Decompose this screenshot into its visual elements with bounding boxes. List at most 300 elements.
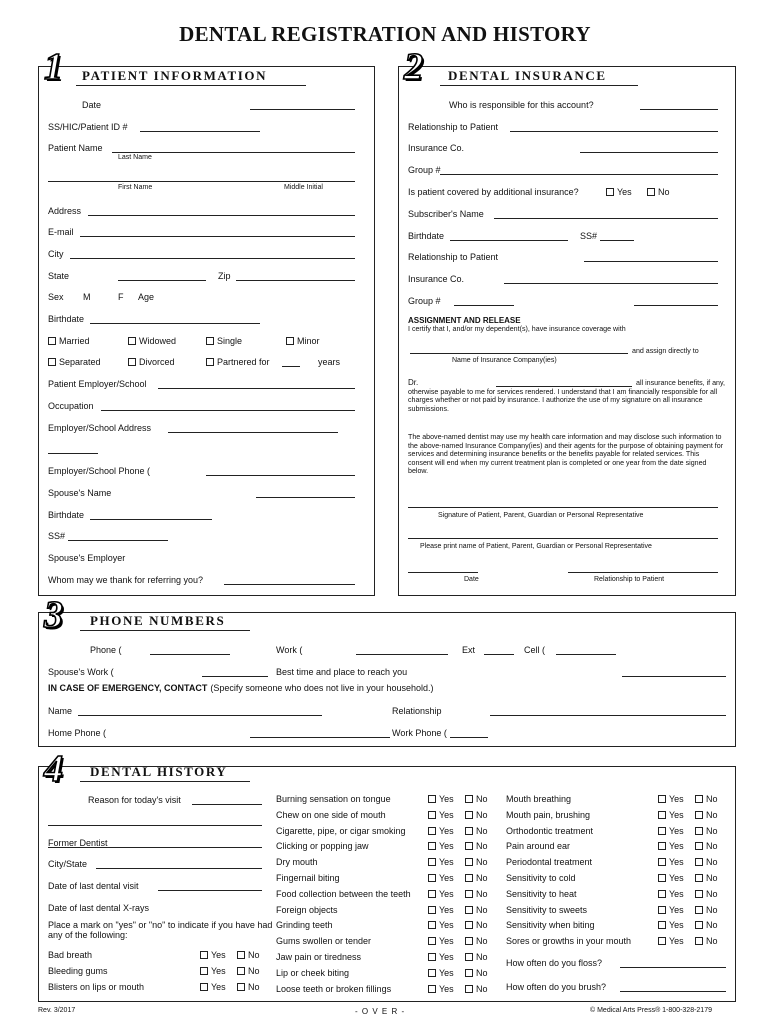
employer-label: Patient Employer/School xyxy=(48,379,147,389)
history-right-item-9-no-checkbox[interactable] xyxy=(695,937,703,945)
history-middle-item-8-yes-label: Yes xyxy=(439,920,454,931)
phone-numbers-section xyxy=(38,612,736,747)
history-right-item-7: Sensitivity to sweets xyxy=(506,904,588,915)
history-right-item-5-no-checkbox[interactable] xyxy=(695,874,703,882)
sex-m-label: M xyxy=(83,292,91,302)
history-right-item-1: Mouth pain, brushing xyxy=(506,809,591,820)
history-middle-item-3-no-label: No xyxy=(476,841,488,852)
spouse-birthdate-field[interactable] xyxy=(90,519,212,520)
reason-field[interactable] xyxy=(192,804,262,805)
history-right-item-5-yes-label: Yes xyxy=(669,873,684,883)
sex-label: Sex xyxy=(48,292,64,302)
ext-label: Ext xyxy=(462,645,476,655)
history-left-item-1-no-checkbox[interactable] xyxy=(237,967,245,975)
history-right-item-0-no-option[interactable] xyxy=(695,794,718,805)
history-middle-item-8-no-option[interactable] xyxy=(465,920,488,931)
history-right-item-7-yes-checkbox[interactable] xyxy=(658,906,666,914)
history-middle-item-0: Burning sensation on tongue xyxy=(276,794,391,804)
history-right-item-6-no-checkbox[interactable] xyxy=(695,890,703,898)
divorced-checkbox[interactable] xyxy=(128,358,136,366)
history-right-item-0-yes-option[interactable] xyxy=(658,794,684,805)
minor-checkbox[interactable] xyxy=(286,337,294,345)
history-right-item-8-no-label: No xyxy=(706,920,718,931)
history-instructions: Place a mark on "yes" or "no" to indicate if you have had any of the following: xyxy=(48,920,273,940)
dental-history-title: DENTAL HISTORY xyxy=(90,764,228,779)
additional-insurance-no-option[interactable] xyxy=(647,187,670,198)
history-middle-item-12-no-option[interactable] xyxy=(465,984,488,995)
last-name-field[interactable] xyxy=(112,152,355,153)
group2-field-b[interactable] xyxy=(634,305,718,306)
history-middle-item-7-no-label: No xyxy=(476,904,488,915)
phone-field[interactable] xyxy=(150,654,230,655)
history-middle-item-5-yes-option[interactable] xyxy=(428,873,454,884)
divorced-label: Divorced xyxy=(139,357,175,367)
history-middle-item-3-yes-checkbox[interactable] xyxy=(428,842,436,850)
responsible-field[interactable] xyxy=(640,109,718,110)
history-right-item-3-no-label: No xyxy=(706,841,718,852)
history-middle-item-0-no-label: No xyxy=(476,794,488,804)
history-right-item-9-no-label: No xyxy=(706,936,718,947)
history-middle-item-2-no-label: No xyxy=(476,825,488,836)
history-right-item-1-yes-option[interactable] xyxy=(658,810,684,821)
history-right-item-2: Orthodontic treatment xyxy=(506,825,594,836)
history-middle-item-7-no-option[interactable] xyxy=(465,905,488,916)
history-right-item-1-no-option[interactable] xyxy=(695,810,718,821)
history-middle-item-9: Gums swollen or tender xyxy=(276,936,372,947)
history-middle-item-3-no-checkbox[interactable] xyxy=(465,842,473,850)
divorced-option[interactable] xyxy=(128,357,175,368)
history-middle-item-9-yes-checkbox[interactable] xyxy=(428,937,436,945)
history-left-item-2-no-option[interactable] xyxy=(237,982,260,993)
history-middle-item-7-yes-option[interactable] xyxy=(428,905,454,916)
history-right-item-5-yes-option[interactable] xyxy=(658,873,684,884)
emergency-relationship-label: Relationship xyxy=(392,706,442,716)
home-phone-field[interactable] xyxy=(250,737,390,738)
group2-label: Group # xyxy=(408,296,441,306)
print-name-field[interactable] xyxy=(408,538,718,539)
last-visit-field[interactable] xyxy=(158,890,262,891)
history-right-item-0-no-checkbox[interactable] xyxy=(695,795,703,803)
history-right-item-3-no-checkbox[interactable] xyxy=(695,842,703,850)
history-right-item-8-no-option[interactable] xyxy=(695,920,718,931)
history-middle-item-7-yes-label: Yes xyxy=(439,904,454,915)
phone-label: Phone ( xyxy=(90,645,122,655)
history-right-item-3-yes-label: Yes xyxy=(669,841,684,852)
history-right-item-1-no-checkbox[interactable] xyxy=(695,811,703,819)
history-left-item-2-yes-label: Yes xyxy=(211,982,226,992)
single-label: Single xyxy=(217,336,243,346)
middle-initial-caption: Middle Initial xyxy=(284,184,323,191)
zip-field[interactable] xyxy=(236,280,355,281)
company2-label: Insurance Co. xyxy=(408,274,465,284)
history-right-item-4-no-checkbox[interactable] xyxy=(695,858,703,866)
patient-name-label: Patient Name xyxy=(48,143,103,153)
history-left-item-2-no-label: No xyxy=(248,982,260,992)
history-middle-item-12: Loose teeth or broken fillings xyxy=(276,983,392,994)
responsible-label: Who is responsible for this account? xyxy=(449,100,594,110)
history-middle-item-0-yes-option[interactable] xyxy=(428,794,454,805)
history-middle-item-4-no-checkbox[interactable] xyxy=(465,858,473,866)
history-middle-item-9-no-option[interactable] xyxy=(465,936,488,947)
phone-numbers-title: PHONE NUMBERS xyxy=(90,613,226,628)
history-right-item-6-no-option[interactable] xyxy=(695,889,718,900)
relationship1-label: Relationship to Patient xyxy=(408,122,499,132)
history-middle-item-11-yes-option[interactable] xyxy=(428,968,454,979)
separated-option[interactable] xyxy=(48,357,101,368)
occupation-field[interactable] xyxy=(101,410,355,411)
history-middle-item-6-no-option[interactable] xyxy=(465,889,488,900)
signature-date-field[interactable] xyxy=(408,572,478,573)
widowed-label: Widowed xyxy=(139,336,177,346)
date-field[interactable] xyxy=(250,109,355,110)
history-middle-item-11-yes-checkbox[interactable] xyxy=(428,969,436,977)
history-middle-item-4-no-label: No xyxy=(476,857,488,868)
history-right-item-7-no-checkbox[interactable] xyxy=(695,906,703,914)
history-middle-item-9-no-checkbox[interactable] xyxy=(465,937,473,945)
work-phone-field[interactable] xyxy=(450,737,488,738)
occupation-label: Occupation xyxy=(48,401,94,411)
brush-field[interactable] xyxy=(620,991,726,992)
history-right-item-5-yes-checkbox[interactable] xyxy=(658,874,666,882)
birthdate-field[interactable] xyxy=(90,323,260,324)
history-right-item-6-yes-checkbox[interactable] xyxy=(658,890,666,898)
widowed-option[interactable] xyxy=(128,336,176,347)
emergency-relationship-field[interactable] xyxy=(490,715,726,716)
history-middle-item-3-yes-option[interactable] xyxy=(428,841,454,852)
separated-label: Separated xyxy=(59,357,101,367)
history-left-item-0-no-option[interactable] xyxy=(237,950,260,961)
history-middle-item-1-no-checkbox[interactable] xyxy=(465,811,473,819)
history-left-item-1-yes-checkbox[interactable] xyxy=(200,967,208,975)
assign-directly-label: and assign directly to xyxy=(632,347,699,355)
last-xrays-label: Date of last dental X-rays xyxy=(48,903,150,913)
spouse-ssn-label: SS# xyxy=(48,531,66,541)
group2-field-a[interactable] xyxy=(454,305,514,306)
history-middle-item-3-yes-label: Yes xyxy=(439,841,454,852)
history-right-item-2-yes-option[interactable] xyxy=(658,826,684,837)
history-middle-item-6-yes-option[interactable] xyxy=(428,889,454,900)
history-middle-item-2-yes-label: Yes xyxy=(439,825,454,836)
cell-field[interactable] xyxy=(556,654,616,655)
history-right-item-4-no-label: No xyxy=(706,857,718,868)
first-name-caption: First Name xyxy=(118,184,153,191)
single-option[interactable] xyxy=(206,336,242,347)
employer-field[interactable] xyxy=(158,388,355,389)
history-middle-item-10-no-option[interactable] xyxy=(465,952,488,963)
additional-insurance-yes-checkbox[interactable] xyxy=(606,188,614,196)
group1-field[interactable] xyxy=(440,174,718,175)
history-right-item-8: Sensitivity when biting xyxy=(506,920,595,931)
history-middle-item-4-no-option[interactable] xyxy=(465,857,488,868)
history-right-item-5: Sensitivity to cold xyxy=(506,873,576,883)
company1-field[interactable] xyxy=(580,152,718,153)
history-middle-item-10-no-checkbox[interactable] xyxy=(465,953,473,961)
married-option[interactable] xyxy=(48,336,90,347)
email-label: E-mail xyxy=(48,227,74,237)
history-middle-item-6-yes-checkbox[interactable] xyxy=(428,890,436,898)
history-middle-item-8-no-label: No xyxy=(476,920,488,931)
former-dentist-label: Former Dentist xyxy=(48,838,108,848)
spouse-birthdate-label: Birthdate xyxy=(48,510,85,520)
history-middle-item-6-yes-label: Yes xyxy=(439,888,454,899)
spouse-name-field[interactable] xyxy=(256,497,355,498)
history-middle-item-11-no-checkbox[interactable] xyxy=(465,969,473,977)
emergency-instructions-label: (Specify someone who does not live in your household.) xyxy=(210,683,434,693)
history-right-item-7-yes-option[interactable] xyxy=(658,905,684,916)
widowed-checkbox[interactable] xyxy=(128,337,136,345)
history-right-item-1-no-label: No xyxy=(706,809,718,820)
history-right-item-4-yes-checkbox[interactable] xyxy=(658,858,666,866)
best-time-label: Best time and place to reach you xyxy=(276,667,408,677)
history-right-item-2-yes-checkbox[interactable] xyxy=(658,827,666,835)
history-left-item-2-no-checkbox[interactable] xyxy=(237,983,245,991)
spouse-name-label: Spouse's Name xyxy=(48,488,112,498)
spouse-ssn-field[interactable] xyxy=(68,540,168,541)
employer-address-label: Employer/School Address xyxy=(48,423,152,433)
history-middle-item-6-no-checkbox[interactable] xyxy=(465,890,473,898)
history-middle-item-9-yes-option[interactable] xyxy=(428,936,454,947)
history-left-item-2-yes-option[interactable] xyxy=(200,982,226,993)
history-middle-item-1: Chew on one side of mouth xyxy=(276,809,386,820)
history-middle-item-10-yes-checkbox[interactable] xyxy=(428,953,436,961)
relationship2-label: Relationship to Patient xyxy=(408,252,499,262)
history-middle-item-0-yes-checkbox[interactable] xyxy=(428,795,436,803)
history-right-item-2-no-checkbox[interactable] xyxy=(695,827,703,835)
section-number-3: 3 xyxy=(44,594,63,636)
history-middle-item-1-yes-option[interactable] xyxy=(428,810,454,821)
work-label: Work ( xyxy=(276,645,303,655)
history-middle-item-8-yes-option[interactable] xyxy=(428,920,454,931)
address-field[interactable] xyxy=(88,215,355,216)
partnered-label: Partnered for xyxy=(217,357,270,367)
history-right-item-3-yes-checkbox[interactable] xyxy=(658,842,666,850)
history-right-item-4-no-option[interactable] xyxy=(695,857,718,868)
history-left-item-1-yes-option[interactable] xyxy=(200,966,226,977)
employer-address-field-2[interactable] xyxy=(48,453,98,454)
spouse-work-field[interactable] xyxy=(202,676,268,677)
history-middle-item-10-yes-label: Yes xyxy=(439,952,454,962)
history-right-item-3-no-option[interactable] xyxy=(695,841,718,852)
history-left-item-2: Blisters on lips or mouth xyxy=(48,982,145,992)
history-middle-item-1-yes-checkbox[interactable] xyxy=(428,811,436,819)
minor-option[interactable] xyxy=(286,336,320,347)
insurance-birthdate-field[interactable] xyxy=(450,240,568,241)
history-middle-item-3-no-option[interactable] xyxy=(465,841,488,852)
employer-phone-label: Employer/School Phone ( xyxy=(48,466,151,476)
history-right-item-3-yes-option[interactable] xyxy=(658,841,684,852)
additional-insurance-no-label: No xyxy=(658,187,670,197)
history-left-item-1-no-label: No xyxy=(248,966,260,976)
age-label: Age xyxy=(138,292,155,302)
history-right-item-9-yes-option[interactable] xyxy=(658,936,684,947)
city-field[interactable] xyxy=(70,258,355,259)
history-middle-item-4-yes-label: Yes xyxy=(439,857,454,868)
ext-field[interactable] xyxy=(484,654,514,655)
separated-checkbox[interactable] xyxy=(48,358,56,366)
married-checkbox[interactable] xyxy=(48,337,56,345)
spouse-employer-label: Spouse's Employer xyxy=(48,553,126,563)
city-state-field[interactable] xyxy=(96,868,262,869)
history-right-item-2-yes-label: Yes xyxy=(669,825,684,836)
floss-field[interactable] xyxy=(620,967,726,968)
history-middle-item-12-no-label: No xyxy=(476,983,488,994)
history-right-item-7-yes-label: Yes xyxy=(669,904,684,915)
brush-label: How often do you brush? xyxy=(506,982,607,992)
minor-label: Minor xyxy=(297,336,320,346)
address-label: Address xyxy=(48,206,82,216)
patient-id-field[interactable] xyxy=(140,131,260,132)
dr-label: Dr. xyxy=(408,378,419,387)
history-right-item-0-no-label: No xyxy=(706,794,718,804)
history-right-item-4-yes-option[interactable] xyxy=(658,857,684,868)
history-left-item-0-no-checkbox[interactable] xyxy=(237,951,245,959)
subscriber-field[interactable] xyxy=(494,218,718,219)
section-number-2: 2 xyxy=(404,46,423,88)
company1-label: Insurance Co. xyxy=(408,143,465,153)
history-middle-item-8-no-checkbox[interactable] xyxy=(465,921,473,929)
additional-insurance-label: Is patient covered by additional insurance? xyxy=(408,187,579,197)
best-time-field[interactable] xyxy=(622,676,726,677)
history-right-item-0: Mouth breathing xyxy=(506,794,572,804)
history-left-item-0: Bad breath xyxy=(48,950,93,960)
sex-f-label: F xyxy=(118,292,124,302)
employer-address-field[interactable] xyxy=(168,432,338,433)
assignment-line-1: I certify that I, and/or my dependent(s), have insurance coverage with xyxy=(408,325,626,333)
history-middle-item-8: Grinding teeth xyxy=(276,920,333,931)
history-middle-item-11: Lip or cheek biting xyxy=(276,967,350,978)
history-right-item-8-yes-option[interactable] xyxy=(658,920,684,931)
insurance-birthdate-label: Birthdate xyxy=(408,231,445,241)
history-middle-item-10-no-label: No xyxy=(476,952,488,962)
city-state-label: City/State xyxy=(48,859,88,869)
history-right-item-1-yes-label: Yes xyxy=(669,809,684,820)
married-label: Married xyxy=(59,336,90,346)
first-middle-name-field[interactable] xyxy=(48,181,355,182)
additional-insurance-no-checkbox[interactable] xyxy=(647,188,655,196)
history-right-item-2-no-option[interactable] xyxy=(695,826,718,837)
insurance-company-name-field[interactable] xyxy=(410,353,628,354)
reason-field-2[interactable] xyxy=(48,825,262,826)
history-left-item-1-no-option[interactable] xyxy=(237,966,260,977)
history-middle-item-2-yes-checkbox[interactable] xyxy=(428,827,436,835)
additional-insurance-yes-option[interactable] xyxy=(606,187,632,198)
relationship1-field[interactable] xyxy=(510,131,718,132)
history-right-item-9-no-option[interactable] xyxy=(695,936,718,947)
history-middle-item-8-yes-checkbox[interactable] xyxy=(428,921,436,929)
history-middle-item-5: Fingernail biting xyxy=(276,873,340,883)
history-middle-item-1-yes-label: Yes xyxy=(439,809,454,820)
history-middle-item-5-yes-checkbox[interactable] xyxy=(428,874,436,882)
birthdate-label: Birthdate xyxy=(48,314,85,324)
former-dentist-field[interactable] xyxy=(48,847,262,848)
history-right-item-8-no-checkbox[interactable] xyxy=(695,921,703,929)
history-middle-item-10-yes-option[interactable] xyxy=(428,952,454,963)
history-middle-item-0-no-option[interactable] xyxy=(465,794,488,805)
history-middle-item-12-yes-option[interactable] xyxy=(428,984,454,995)
history-right-item-8-yes-checkbox[interactable] xyxy=(658,921,666,929)
cell-label: Cell ( xyxy=(524,645,546,655)
single-checkbox[interactable] xyxy=(206,337,214,345)
employer-phone-field[interactable] xyxy=(206,475,355,476)
signature-relationship-field[interactable] xyxy=(568,572,718,573)
history-middle-item-4: Dry mouth xyxy=(276,857,318,868)
history-middle-item-4-yes-option[interactable] xyxy=(428,857,454,868)
signature-field[interactable] xyxy=(408,507,718,508)
history-middle-item-1-no-label: No xyxy=(476,809,488,820)
additional-insurance-yes-label: Yes xyxy=(617,187,632,197)
assignment-title: ASSIGNMENT AND RELEASE xyxy=(408,316,521,325)
company2-field[interactable] xyxy=(504,283,718,284)
partnered-years-field[interactable] xyxy=(282,366,300,367)
history-middle-item-11-no-option[interactable] xyxy=(465,968,488,979)
history-right-item-6: Sensitivity to heat xyxy=(506,888,577,899)
history-middle-item-2-no-option[interactable] xyxy=(465,826,488,837)
relationship2-field[interactable] xyxy=(584,261,718,262)
history-right-item-0-yes-checkbox[interactable] xyxy=(658,795,666,803)
state-field[interactable] xyxy=(118,280,206,281)
history-middle-item-1-no-option[interactable] xyxy=(465,810,488,821)
history-middle-item-5-no-checkbox[interactable] xyxy=(465,874,473,882)
form-title: DENTAL REGISTRATION AND HISTORY xyxy=(179,22,591,46)
partnered-checkbox[interactable] xyxy=(206,358,214,366)
history-right-item-9-yes-checkbox[interactable] xyxy=(658,937,666,945)
history-middle-item-5-no-label: No xyxy=(476,873,488,883)
history-middle-item-4-yes-checkbox[interactable] xyxy=(428,858,436,866)
work-field[interactable] xyxy=(356,654,448,655)
email-field[interactable] xyxy=(80,236,355,237)
patient-id-label: SS/HIC/Patient ID # xyxy=(48,122,128,132)
history-middle-item-0-no-checkbox[interactable] xyxy=(465,795,473,803)
insurance-ss-field[interactable] xyxy=(600,240,634,241)
history-right-item-6-yes-label: Yes xyxy=(669,888,684,899)
history-middle-item-12-no-checkbox[interactable] xyxy=(465,985,473,993)
history-middle-item-7-yes-checkbox[interactable] xyxy=(428,906,436,914)
history-middle-item-2-yes-option[interactable] xyxy=(428,826,454,837)
home-phone-label: Home Phone ( xyxy=(48,728,107,738)
history-middle-item-9-no-label: No xyxy=(476,936,488,947)
dental-insurance-title: DENTAL INSURANCE xyxy=(448,68,607,83)
emergency-name-label: Name xyxy=(48,706,73,716)
history-left-item-0-yes-option[interactable] xyxy=(200,950,226,961)
emergency-name-field[interactable] xyxy=(78,715,322,716)
publisher-label: © Medical Arts Press® 1-800-328-2179 xyxy=(590,1007,712,1014)
history-right-item-1-yes-checkbox[interactable] xyxy=(658,811,666,819)
history-right-item-9: Sores or growths in your mouth xyxy=(506,936,632,947)
history-right-item-6-yes-option[interactable] xyxy=(658,889,684,900)
history-middle-item-6: Food collection between the teeth xyxy=(276,888,411,899)
history-middle-item-7-no-checkbox[interactable] xyxy=(465,906,473,914)
zip-label: Zip xyxy=(218,271,231,281)
state-label: State xyxy=(48,271,70,281)
history-middle-item-7: Foreign objects xyxy=(276,904,338,915)
history-middle-item-11-yes-label: Yes xyxy=(439,967,454,978)
history-right-item-7-no-option[interactable] xyxy=(695,905,718,916)
history-middle-item-12-yes-checkbox[interactable] xyxy=(428,985,436,993)
partnered-option[interactable] xyxy=(206,357,270,368)
history-middle-item-5-no-option[interactable] xyxy=(465,873,488,884)
history-middle-item-10: Jaw pain or tiredness xyxy=(276,952,362,962)
referral-field[interactable] xyxy=(224,584,355,585)
section-number-1: 1 xyxy=(44,46,63,88)
history-right-item-2-no-label: No xyxy=(706,825,718,836)
history-middle-item-6-no-label: No xyxy=(476,888,488,899)
history-left-item-2-yes-checkbox[interactable] xyxy=(200,983,208,991)
section-number-4: 4 xyxy=(44,748,63,790)
history-middle-item-2-no-checkbox[interactable] xyxy=(465,827,473,835)
history-left-item-0-no-label: No xyxy=(248,950,260,960)
history-left-item-0-yes-checkbox[interactable] xyxy=(200,951,208,959)
history-right-item-5-no-option[interactable] xyxy=(695,873,718,884)
